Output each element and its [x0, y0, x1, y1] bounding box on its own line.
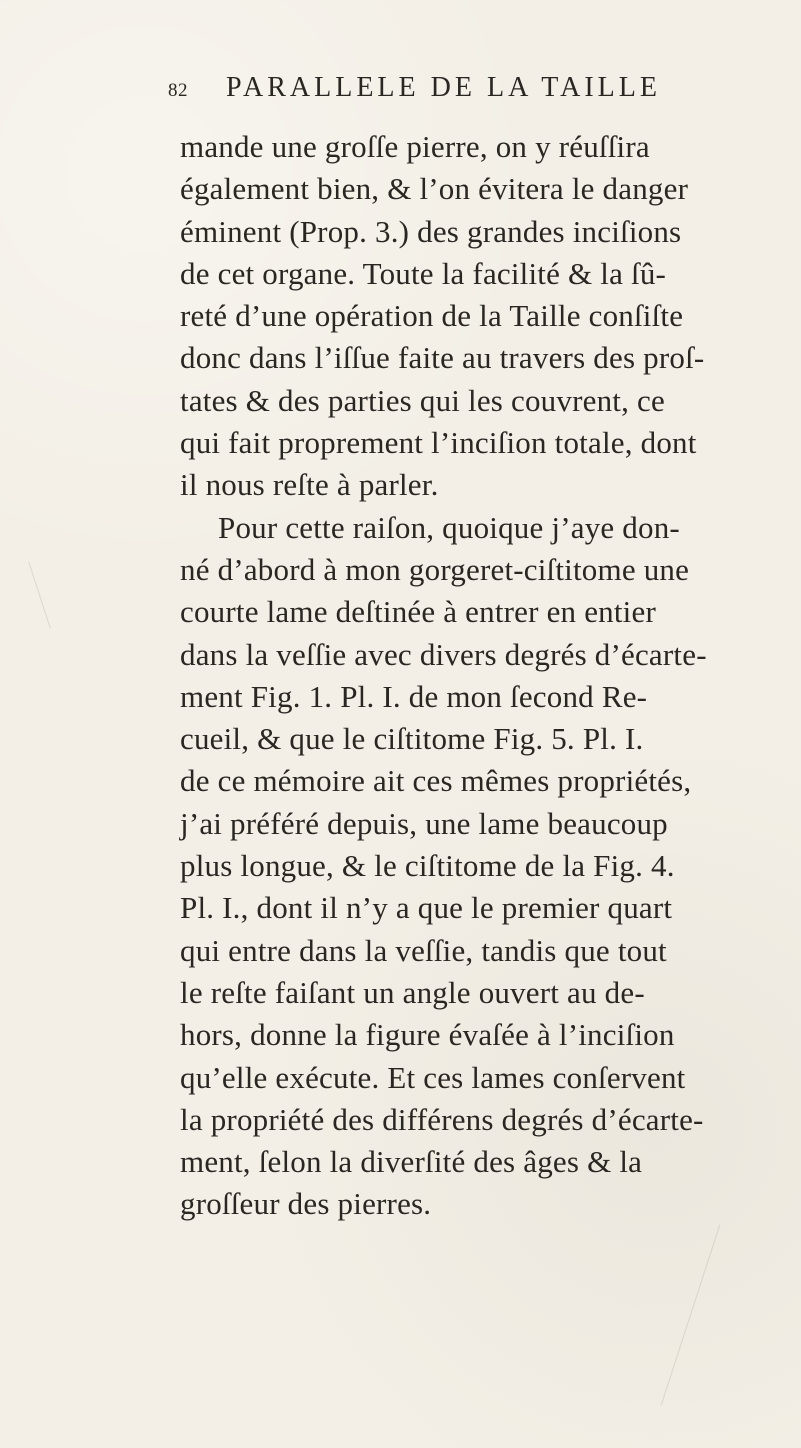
body-text	[180, 126, 735, 1226]
page-number: 82	[168, 80, 188, 101]
text-line: de cet organe. Toute la facilité & la ſû-	[180, 255, 667, 291]
text-line: il nous reſte à parler.	[180, 467, 439, 503]
paper-crease-mark	[28, 562, 51, 629]
text-line: qui entre dans la veſſie, tandis que tout	[180, 932, 667, 968]
text-line: ment, ſelon la diverſité des âges & la	[180, 1144, 643, 1180]
text-line: courte lame deſtinée à entrer en entier	[180, 594, 656, 630]
running-head	[168, 72, 688, 106]
text-line: la propriété des différens degrés d’écarte-	[180, 1101, 704, 1137]
text-line: qui fait proprement l’inciſion totale, dont	[180, 425, 697, 461]
text-line: également bien, & l’on évitera le danger	[180, 171, 689, 207]
paper-crease-mark	[661, 1224, 721, 1405]
text-line: né d’abord à mon gorgeret-ciſtitome une	[180, 551, 690, 587]
text-line: dans la veſſie avec divers degrés d’écarte-	[180, 636, 707, 672]
text-line: ment Fig. 1. Pl. I. de mon ſecond Re-	[180, 678, 648, 714]
text-line: reté d’une opération de la Taille conſiſte	[180, 298, 684, 334]
text-line: plus longue, & le ciſtitome de la Fig. 4.	[180, 848, 675, 884]
paragraph-first-line: Pour cette raiſon, quoique j’aye don-	[218, 509, 680, 545]
text-line: éminent (Prop. 3.) des grandes inciſions	[180, 213, 682, 249]
text-line: qu’elle exécute. Et ces lames conſervent	[180, 1059, 686, 1095]
text-line: j’ai préféré depuis, une lame beaucoup	[180, 805, 668, 841]
text-line: tates & des parties qui les couvrent, ce	[180, 382, 665, 418]
text-line: de ce mémoire ait ces mêmes propriétés,	[180, 763, 692, 799]
text-line: hors, donne la figure évaſée à l’inciſion	[180, 1017, 675, 1053]
text-line: Pl. I., dont il n’y a que le premier quart	[180, 890, 673, 926]
text-line: donc dans l’iſſue faite au travers des proſ-	[180, 340, 705, 376]
text-line: groſſeur des pierres.	[180, 1186, 432, 1222]
text-line: mande une groſſe pierre, on y réuſſira	[180, 129, 650, 164]
running-title: PARALLELE DE LA TAILLE	[226, 72, 661, 103]
text-line: cueil, & que le ciſtitome Fig. 5. Pl. I.	[180, 721, 644, 757]
text-line: le reſte faiſant un angle ouvert au de-	[180, 974, 645, 1010]
